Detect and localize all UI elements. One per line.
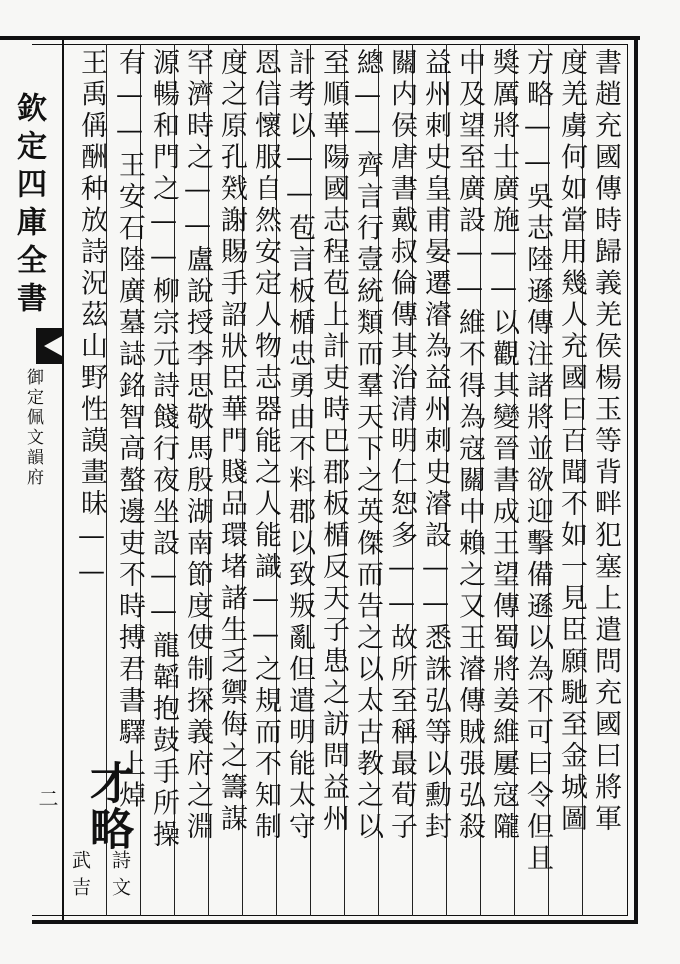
text-column-6: 益州刺史皇甫晏遷濬為益州刺史濬設——悉誅弘等以勳封	[420, 48, 451, 844]
margin-page-number: 二	[35, 788, 59, 808]
fishtail-mark-icon	[36, 326, 62, 366]
text-column-4: 獎厲將士廣施——以觀其變晉書成王望傳蜀將姜維屢寇隴	[488, 48, 519, 844]
text-column-3: 方略——吳志陸遜傳注諸將並欲迎擊備遜以為不可曰令但且	[522, 48, 553, 875]
text-column-11: 恩信懷服自然安定人物志器能之人能識——之規而不知制	[250, 48, 281, 844]
margin-strip	[0, 40, 64, 924]
margin-sub-title: 御定佩文韻府	[23, 368, 43, 488]
margin-divider	[62, 40, 64, 920]
text-column-16: 王禹偁酬种放詩況茲山野性謨畫昧——	[76, 48, 107, 592]
margin-book-title: 欽定四庫全書	[11, 92, 46, 320]
text-column-7: 關内侯唐書戴叔倫傳其治清明仁恕多——故所至稱最荀子	[386, 48, 417, 844]
entry-heading: 才略	[82, 760, 133, 852]
text-column-2: 度羌虜何如當用幾人充國曰百聞不如一見臣願馳至金城圖	[556, 48, 587, 836]
text-column-5: 中及望至廣設——維不得為寇關中賴之又王濬傳賊張弘殺	[454, 48, 485, 844]
text-column-10: 計考以——苞言板楯忠勇由不料郡以致叛亂但遣明能太守	[284, 48, 315, 844]
text-column-14: 源暢和門之——柳宗元詩餞行夜坐設——龍韜抱鼓手所操	[148, 48, 179, 852]
annotation-right: 詩文	[109, 850, 131, 904]
text-column-1: 書趙充國傳時歸義羌侯楊玉等背畔犯塞上遣問充國曰將軍	[590, 48, 621, 836]
text-column-13: 罕濟時之——盧說授李思敬馬殷湖南節度使制探義府之淵	[182, 48, 213, 844]
text-column-12: 度之原孔戣謝賜手詔狀臣華門賤品環堵諸生乏禦侮之籌謀	[216, 48, 247, 836]
text-column-8: 總——齊言行壹統類而羣天下之英傑而告之以太古教之以	[352, 48, 383, 844]
text-column-9: 至順華陽國志程苞上計吏時巴郡板楯反天子患之訪問益州	[318, 48, 349, 836]
text-column-15: 有——王安石陸廣墓誌銘智高螯邊吏不時搏君書驛上焯	[114, 48, 145, 812]
annotation-left: 武吉	[69, 850, 91, 904]
